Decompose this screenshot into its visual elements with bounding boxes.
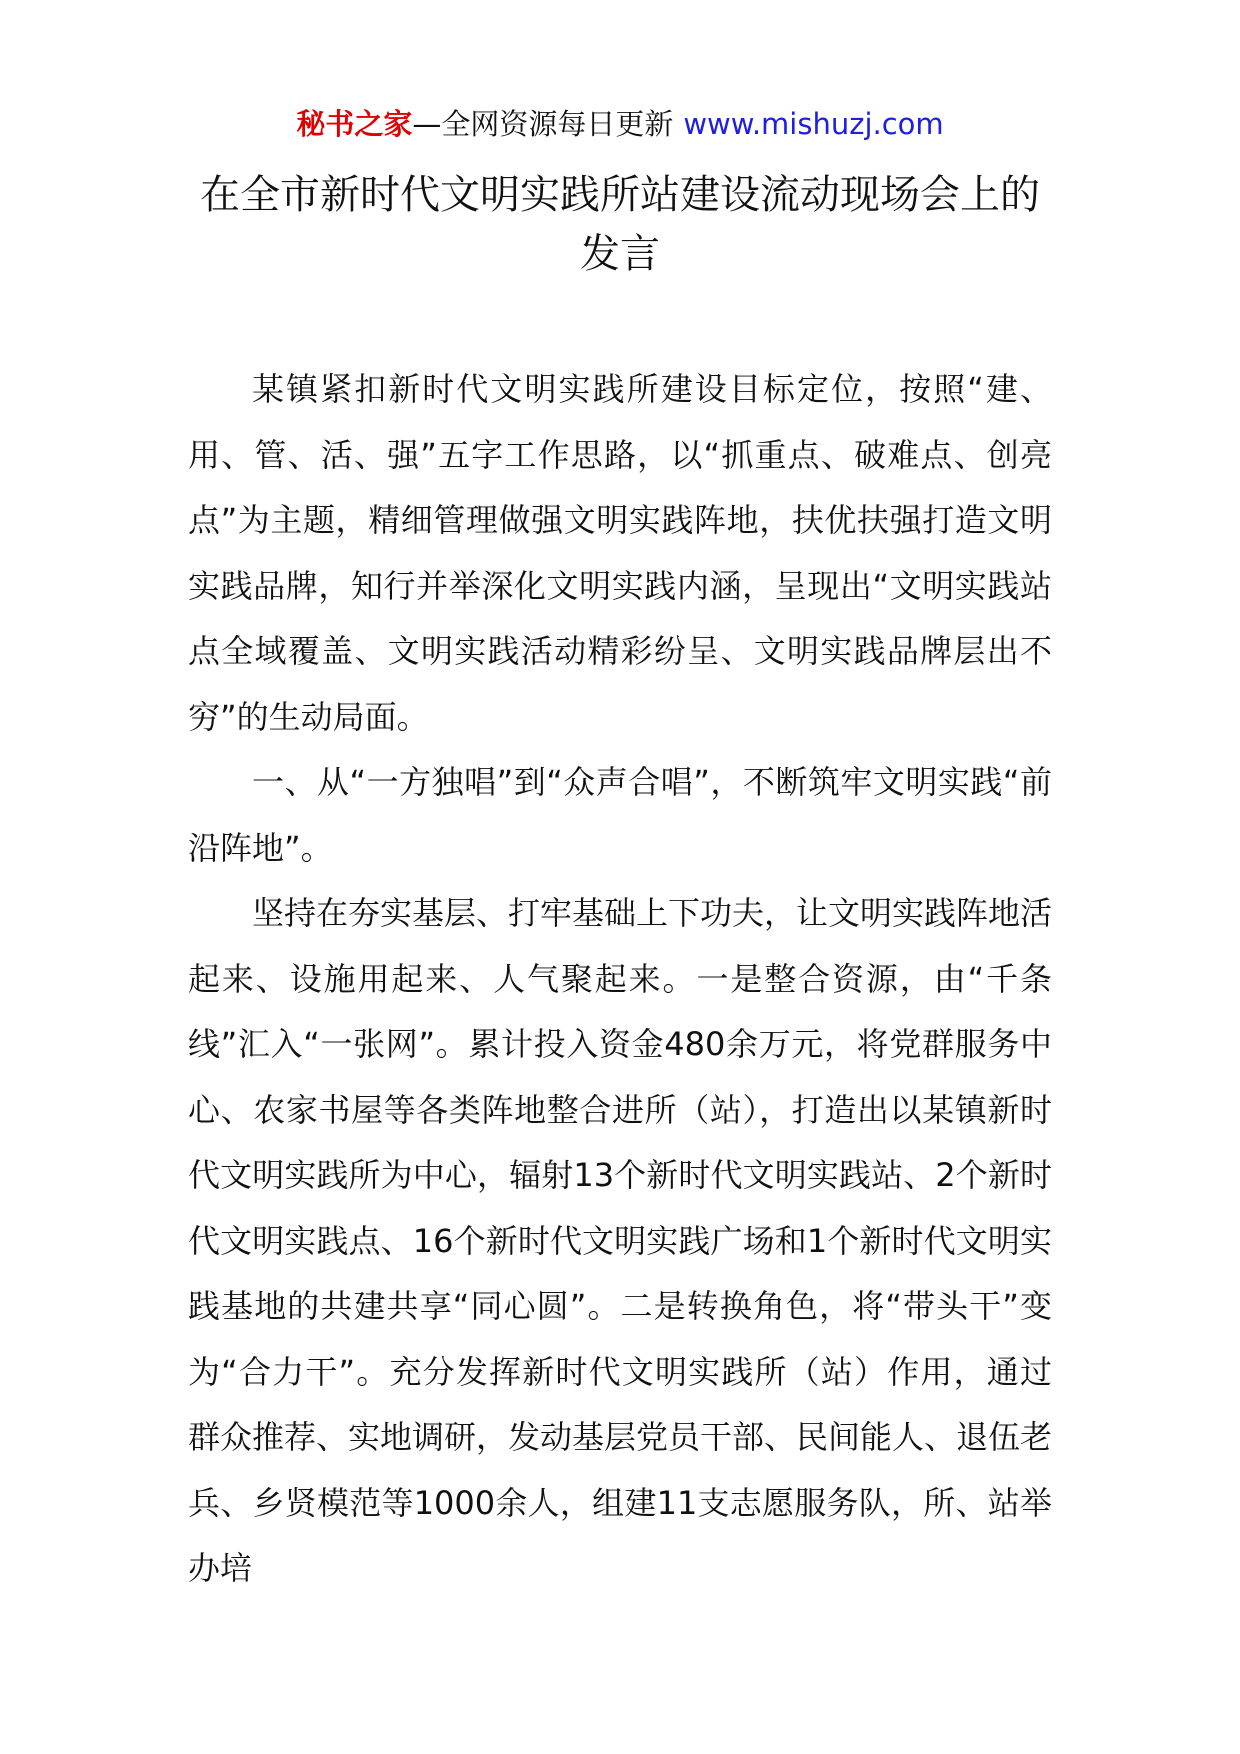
section-heading: 一、从“一方独唱”到“众声合唱”，不断筑牢文明实践“前沿阵地”。 bbox=[188, 763, 1052, 867]
brand-name: 秘书之家 bbox=[296, 107, 413, 141]
section-paragraph: 坚持在夯实基层、打牢基础上下功夫，让文明实践阵地活起来、设施用起来、人气聚起来。一是整合资源，由“千条线”汇入“一张网”。累计投入资金480余万元，将党群服务中心、农家书屋等各类阵地整合进所（站），打造出以某镇新时代文明实践所为中心，辐射13个新时代文明实践站、2个新时代文明实践点、16个新时代文明实践广场和1个新时代文明实践基地的共建共享“同心圆”。二是转换角色，将“带头干”变为“合力干”。充分发挥新时代文明实践所（站）作用，通过群众推荐、实地调研，发动基层党员干部、民间能人、退伍老兵、乡贤模范等1000余人，组建11支志愿服务队，所、站举办培 bbox=[188, 894, 1053, 1587]
document-title: 在全市新时代文明实践所站建设流动现场会上的发言 bbox=[200, 172, 1040, 277]
site-url-link[interactable]: www.mishuzj.com bbox=[683, 107, 944, 141]
document-body bbox=[188, 357, 1052, 1602]
header-tagline: —全网资源每日更新 bbox=[412, 107, 674, 141]
intro-paragraph: 某镇紧扣新时代文明实践所建设目标定位，按照“建、用、管、活、强”五字工作思路，以“抓重点、破难点、创亮点”为主题，精细管理做强文明实践阵地，扶优扶强打造文明实践品牌，知行并举深化文明实践内涵，呈现出“文明实践站点全域覆盖、文明实践活动精彩纷呈、文明实践品牌层出不穷”的生动局面。 bbox=[188, 370, 1052, 736]
site-header bbox=[0, 104, 1240, 144]
